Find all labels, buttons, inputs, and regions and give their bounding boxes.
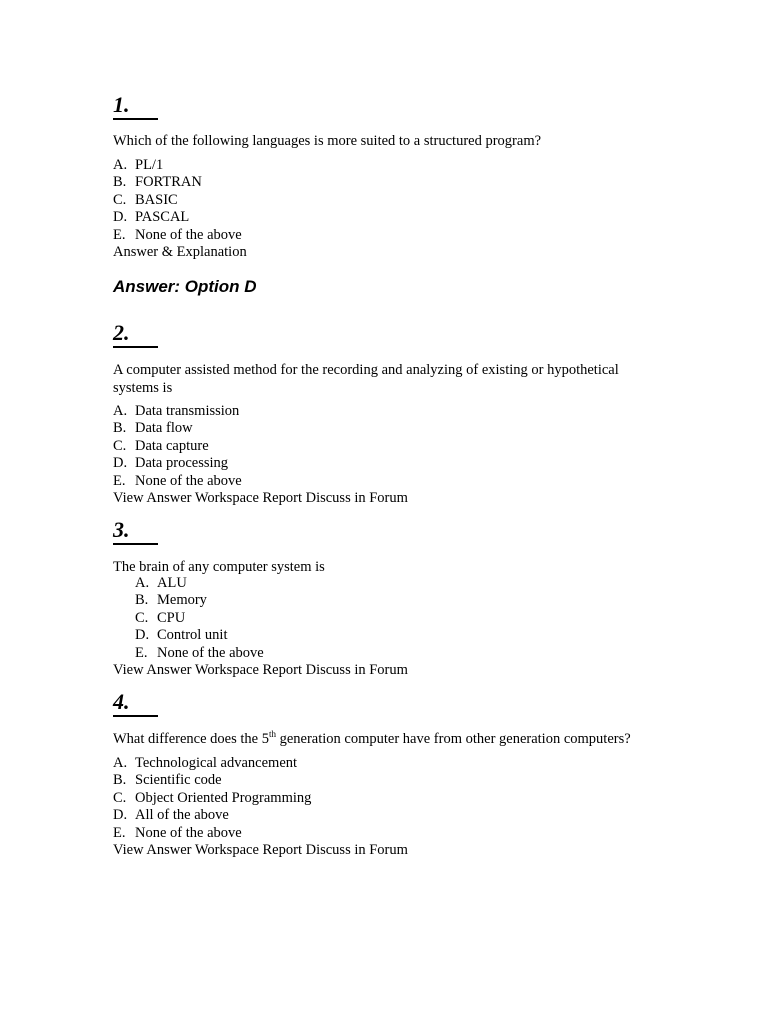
question-text: The brain of any computer system is	[113, 559, 325, 575]
option-b: B. Data flow	[113, 420, 193, 437]
option-e: E. None of the above	[113, 824, 242, 841]
question-number: 4.	[113, 689, 158, 717]
option-a: A. PL/1	[113, 157, 164, 173]
option-d: D. Data processing	[113, 455, 229, 472]
option-c: C. CPU	[135, 609, 186, 626]
options-list	[135, 575, 264, 662]
option-d: D. All of the above	[113, 807, 229, 824]
question-number: 3.	[113, 517, 158, 545]
question-text: A computer assisted method for the recording and analyzing of existing or hypothetical systems is	[113, 362, 619, 396]
question-text: Which of the following languages is more suited to a structured program?	[113, 133, 542, 149]
question-number: 1.	[113, 92, 158, 120]
options-list	[113, 755, 311, 842]
options-list	[113, 157, 242, 244]
option-a: A. Technological advancement	[113, 755, 298, 771]
option-d: D. Control unit	[135, 627, 228, 644]
question-actions-links[interactable]: View Answer Workspace Report Discuss in Forum	[113, 490, 408, 506]
question-actions-links[interactable]: View Answer Workspace Report Discuss in Forum	[113, 662, 408, 678]
option-e: E. None of the above	[113, 226, 242, 243]
option-e: E. None of the above	[135, 644, 264, 661]
option-b: B. Scientific code	[113, 772, 222, 789]
option-a: A. ALU	[135, 575, 187, 591]
option-d: D. PASCAL	[113, 209, 190, 226]
option-c: C. Object Oriented Programming	[113, 789, 312, 806]
option-e: E. None of the above	[113, 472, 242, 489]
option-b: B. FORTRAN	[113, 174, 202, 191]
option-b: B. Memory	[135, 592, 207, 609]
option-c: C. Data capture	[113, 437, 209, 454]
question-text: What difference does the 5th generation computer have from other generation computers?	[113, 729, 631, 747]
options-list	[113, 403, 242, 490]
question-actions-links[interactable]: View Answer Workspace Report Discuss in Forum	[113, 842, 408, 858]
answer-explanation-link[interactable]: Answer & Explanation	[113, 244, 247, 260]
option-a: A. Data transmission	[113, 403, 240, 419]
question-number: 2.	[113, 320, 158, 348]
option-c: C. BASIC	[113, 191, 178, 208]
answer-label: Answer: Option D	[113, 277, 257, 296]
